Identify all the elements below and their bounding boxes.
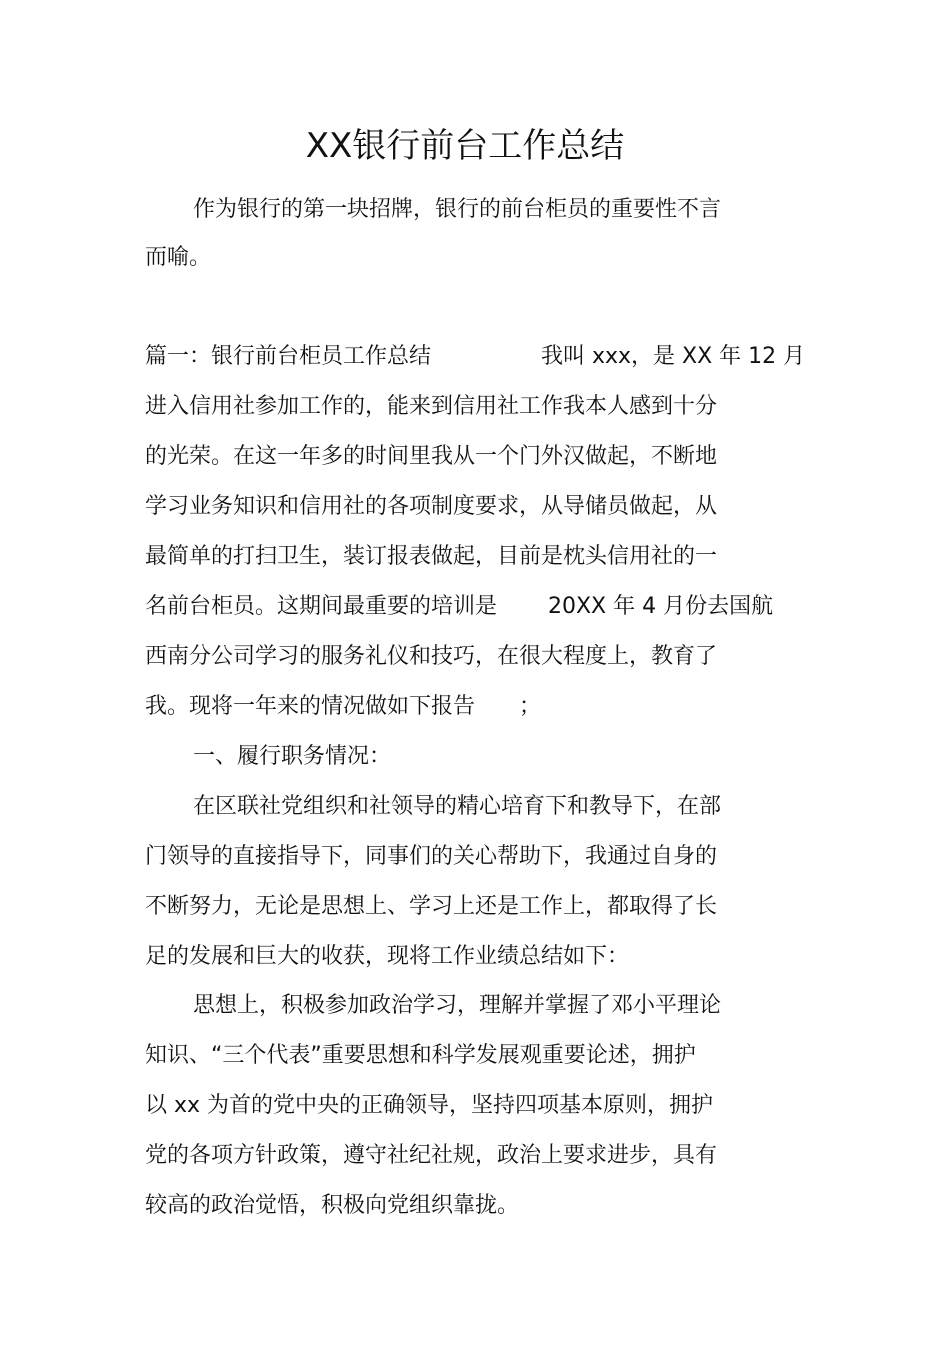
- paragraph-line: 名前台柜员。这期间最重要的培训是 20XX 年 4 月份去国航: [145, 594, 774, 619]
- paragraph-line: 作为银行的第一块招牌，银行的前台柜员的重要性不言: [193, 197, 722, 222]
- paragraph-line: 党的各项方针政策，遵守社纪社规，政治上要求进步，具有: [145, 1143, 718, 1168]
- paragraph-line: 西南分公司学习的服务礼仪和技巧，在很大程度上，教育了: [145, 644, 718, 669]
- paragraph-line: 知识、“三个代表”重要思想和科学发展观重要论述，拥护: [145, 1043, 696, 1068]
- paragraph-line: 篇一：银行前台柜员工作总结 我叫 xxx，是 XX 年 12 月: [145, 344, 806, 369]
- paragraph-line: 而喻。: [145, 245, 212, 270]
- paragraph-line: 门领导的直接指导下，同事们的关心帮助下，我通过自身的: [145, 844, 718, 869]
- paragraph-line: 进入信用社参加工作的，能来到信用社工作我本人感到十分: [145, 394, 718, 419]
- section-heading: 一、履行职务情况：: [193, 744, 392, 769]
- paragraph-line: 在区联社党组织和社领导的精心培育下和教导下，在部: [193, 794, 722, 819]
- paragraph-line: 思想上，积极参加政治学习，理解并掌握了邓小平理论: [193, 993, 722, 1018]
- paragraph-line: 最简单的打扫卫生，装订报表做起，目前是枕头信用社的一: [145, 544, 718, 569]
- paragraph-line: 学习业务知识和信用社的各项制度要求，从导储员做起，从: [145, 494, 718, 519]
- document-title: XX银行前台工作总结: [305, 126, 625, 166]
- paragraph-line: 的光荣。在这一年多的时间里我从一个门外汉做起，不断地: [145, 444, 718, 469]
- paragraph-line: 较高的政治觉悟，积极向党组织靠拢。: [145, 1193, 520, 1218]
- paragraph-line: 我。现将一年来的情况做如下报告 ；: [145, 694, 542, 719]
- paragraph-line: 以 xx 为首的党中央的正确领导，坚持四项基本原则，拥护: [145, 1093, 714, 1118]
- paragraph-line: 不断努力，无论是思想上、学习上还是工作上，都取得了长: [145, 894, 718, 919]
- paragraph-line: 足的发展和巨大的收获，现将工作业绩总结如下：: [145, 944, 630, 969]
